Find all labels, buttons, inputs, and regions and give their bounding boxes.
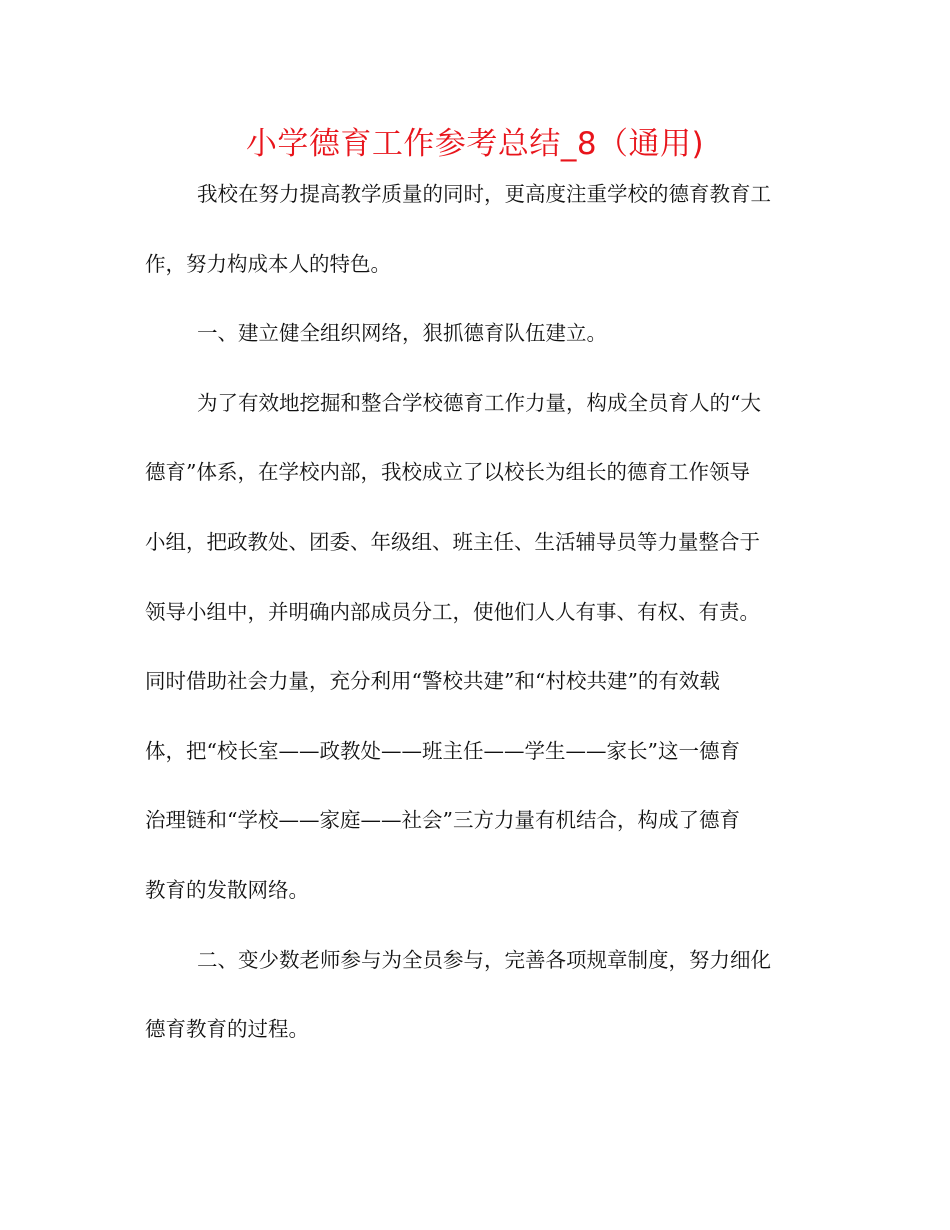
document-body [145, 160, 810, 1065]
section-heading: 一、建立健全组织网络，狠抓德育队伍建立。 [197, 321, 607, 346]
document-title: 小学德育工作参考总结_8（通用) [245, 126, 705, 162]
paragraph-line: 教育的发散网络。 [145, 877, 309, 902]
paragraph-line: 小组，把政教处、团委、年级组、班主任、生活辅导员等力量整合于 [145, 529, 760, 554]
paragraph-line: 德育”体系，在学校内部，我校成立了以校长为组长的德育工作领导 [145, 460, 750, 485]
paragraph-line: 德育教育的过程。 [145, 1017, 309, 1042]
paragraph-line: 作，努力构成本人的特色。 [145, 251, 391, 276]
paragraph-line: 体，把“校长室——政教处——班主任——学生——家长”这一德育 [145, 738, 740, 763]
paragraph-line: 治理链和“学校——家庭——社会”三方力量有机结合，构成了德育 [145, 808, 740, 833]
section-heading: 二、变少数老师参与为全员参与，完善各项规章制度，努力细化 [197, 947, 771, 972]
paragraph-line: 领导小组中，并明确内部成员分工，使他们人人有事、有权、有责。 [145, 599, 760, 624]
paragraph-line: 为了有效地挖掘和整合学校德育工作力量，构成全员育人的“大 [197, 390, 761, 415]
paragraph-line: 我校在努力提高教学质量的同时，更高度注重学校的德育教育工 [197, 182, 771, 206]
paragraph-line: 同时借助社会力量，充分利用“警校共建”和“村校共建”的有效载 [145, 669, 720, 694]
